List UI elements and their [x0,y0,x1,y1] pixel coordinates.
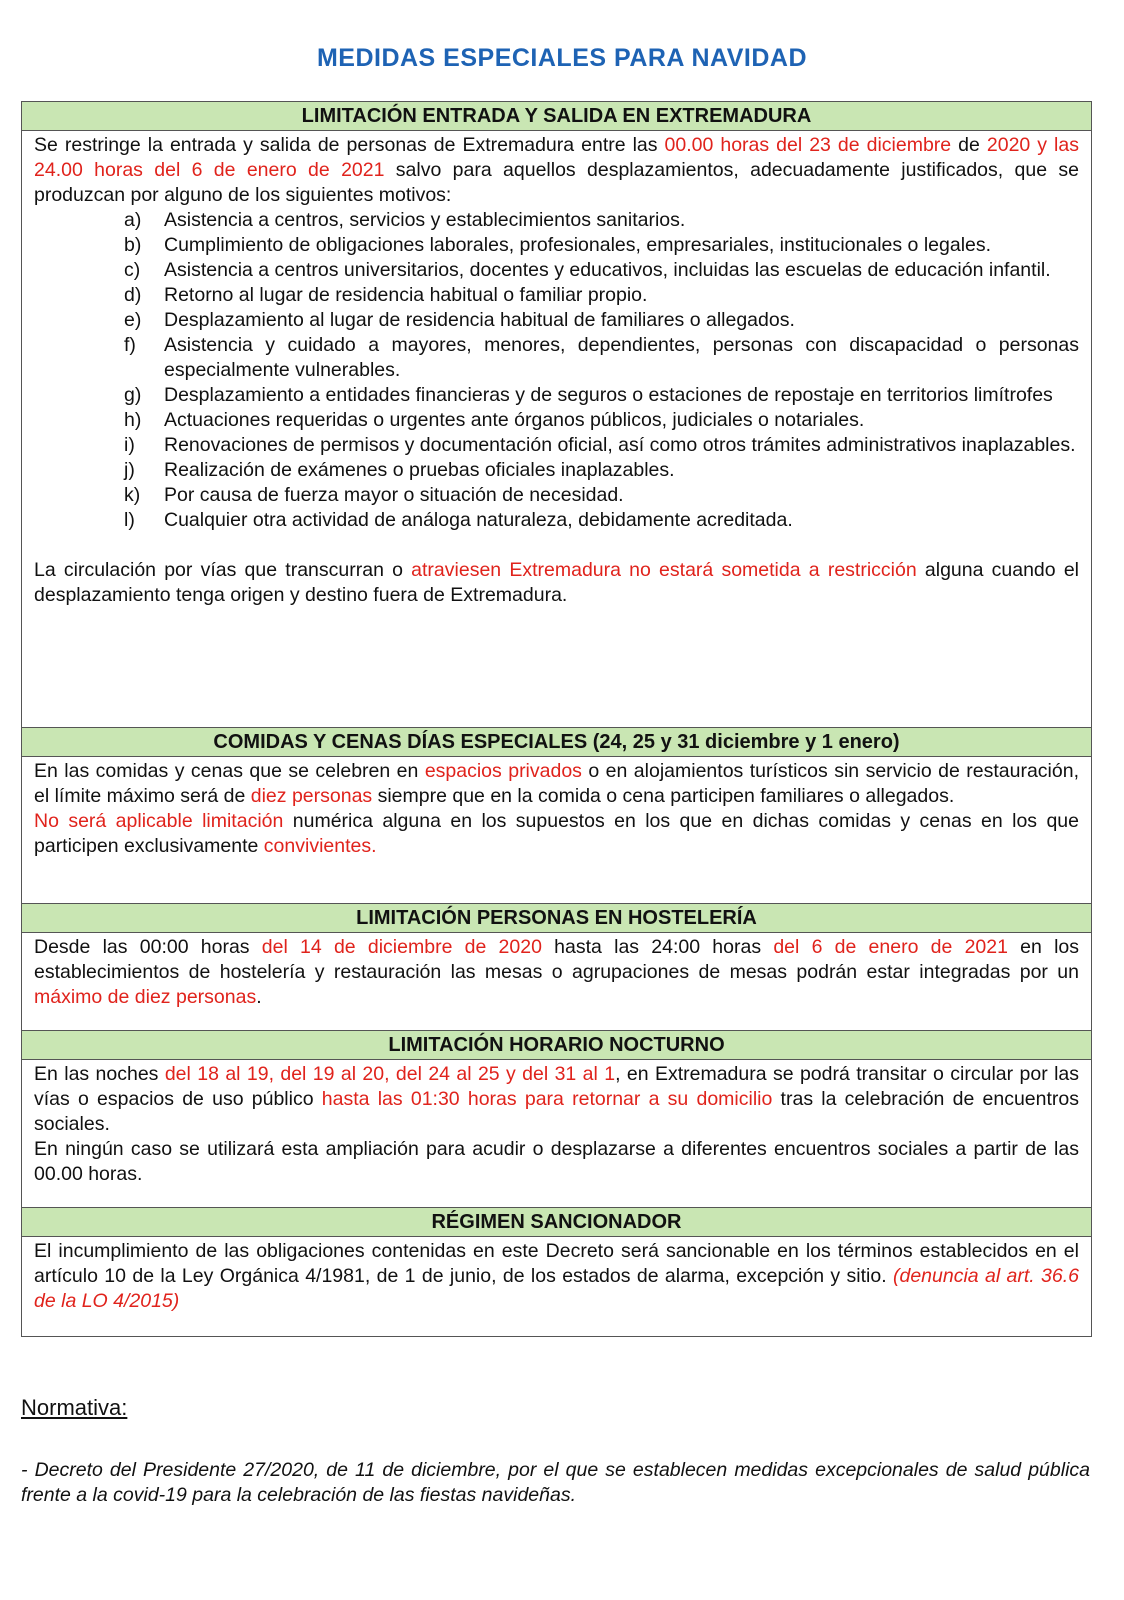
item-text: Realización de exámenes o pruebas oficiales inaplazables. [164,459,675,481]
motives-list [34,208,1079,533]
section-body [22,1237,1091,1314]
text: tras la celebración de encuentros sociales. [34,1088,1080,1135]
highlight-text: del 6 de enero de 2021 [773,936,1008,958]
item-text: Asistencia a centros, servicios y establecimientos sanitarios. [164,209,686,231]
highlight-text: 2020 y las 24.00 horas del 6 de enero de 2021 [34,134,1079,181]
highlight-text: del 18 al 19, del 19 al 20, del 24 al 25 y del 31 al 1 [164,1063,616,1085]
item-letter: h) [124,409,142,431]
item-letter: b) [124,234,142,256]
item-letter: l) [124,509,135,531]
item-text: Asistencia y cuidado a mayores, menores, dependientes, personas con discapacidad o personas especialmente vulnerables. [164,334,1079,381]
section-night-hours [21,1030,1092,1209]
section-header: COMIDAS Y CENAS DÍAS ESPECIALES (24, 25 y 31 diciembre y 1 enero) [22,728,1091,757]
list-item [34,483,1079,508]
list-item [34,308,1079,333]
item-text: Asistencia a centros universitarios, docentes y educativos, incluidas las escuelas de educación infantil. [164,259,1051,281]
paragraph [34,558,1079,608]
paragraph [34,759,1079,809]
text: alguna cuando el desplazamiento tenga origen y destino fuera de Extremadura. [34,559,1079,606]
item-letter: c) [124,259,141,281]
text: En las comidas y cenas que se celebren en [34,760,425,782]
item-letter: f) [124,334,136,356]
text: , en Extremadura se podrá transitar o circular por las vías o espacios de uso público [34,1063,1079,1110]
section-hospitality [21,903,1092,1032]
text: o en alojamientos turísticos sin servicio de restauración, el límite máximo será de [34,760,1079,807]
item-text: Retorno al lugar de residencia habitual o familiar propio. [164,284,648,306]
item-letter: a) [124,209,142,231]
paragraph [34,1239,1079,1314]
list-item [34,283,1079,308]
list-item [34,433,1079,458]
paragraph: En ningún caso se utilizará esta ampliación para acudir o desplazarse a diferentes encuentros sociales a partir de las 00.00 horas. [34,1138,1079,1185]
highlight-text: No será aplicable limitación [34,810,284,832]
page-title: MEDIDAS ESPECIALES PARA NAVIDAD [316,44,808,72]
item-text: Actuaciones requeridas o urgentes ante órganos públicos, judiciales o notariales. [164,409,865,431]
item-letter: d) [124,284,142,306]
text: El incumplimiento de las obligaciones contenidas en este Decreto será sancionable en los términos establecidos en el artículo 10 de la Ley Orgánica 4/1981, de 1 de junio, de los estados de alarma, excepción y sitio. [34,1240,1079,1287]
section-header: RÉGIMEN SANCIONADOR [22,1208,1091,1237]
highlight-text: hasta las 01:30 horas para retornar a su domicilio [321,1088,773,1110]
paragraph [34,133,1079,208]
section-body [22,1060,1091,1187]
highlight-text: atraviesen Extremadura no estará sometida a restricción [411,559,917,581]
normativa-text: - Decreto del Presidente 27/2020, de 11 de diciembre, por el que se establecen medidas excepcionales de salud pública frente a la covid-19 para la celebración de las fiestas navideñas. [21,1459,1090,1506]
text: numérica alguna en los supuestos en los que en dichas comidas y cenas en los que participen exclusivamente [34,810,1079,857]
text: Desde las 00:00 horas [34,936,262,958]
list-item [34,383,1079,408]
item-text: Desplazamiento a entidades financieras y de seguros o estaciones de repostaje en territorios limítrofes [164,384,1053,406]
paragraph [34,809,1079,859]
text: En las noches [34,1063,165,1085]
section-body [22,131,1091,608]
text: salvo para aquellos desplazamientos, adecuadamente justificados, que se produzcan por alguno de los siguientes motivos: [34,159,1079,206]
section-special-meals [21,727,1092,905]
item-text: Por causa de fuerza mayor o situación de necesidad. [164,484,624,506]
item-text: Cumplimiento de obligaciones laborales, profesionales, empresariales, institucionales o legales. [164,234,992,256]
list-item [34,258,1079,283]
item-letter: i) [124,434,135,456]
paragraph [34,1062,1079,1137]
section-entry-exit [21,101,1092,729]
highlight-text: máximo de diez personas [34,986,257,1008]
section-header: LIMITACIÓN HORARIO NOCTURNO [22,1031,1091,1060]
item-letter: k) [124,484,141,506]
text: La circulación por vías que transcurran o [34,559,412,581]
section-header: LIMITACIÓN PERSONAS EN HOSTELERÍA [22,904,1091,933]
section-body [22,933,1091,1010]
item-text: Renovaciones de permisos y documentación oficial, así como otros trámites administrativos inaplazables. [164,434,1076,456]
highlight-text: diez personas [250,785,373,807]
highlight-text: convivientes. [263,835,377,857]
highlight-text: del 14 de diciembre de 2020 [261,936,542,958]
item-letter: j) [124,459,135,481]
text: de [951,134,987,156]
text: Se restringe la entrada y salida de personas de Extremadura entre las [34,134,665,156]
list-item [34,458,1079,483]
highlight-text: espacios privados [424,760,582,782]
highlight-text: 00.00 horas del 23 de diciembre [664,134,952,156]
normativa-heading: Normativa: [21,1395,128,1420]
highlight-text: (denuncia al art. 36.6 de la LO 4/2015) [34,1265,1079,1312]
text: hasta las 24:00 horas [541,936,774,958]
paragraph [34,935,1079,1010]
text: . [256,986,262,1008]
item-text: Cualquier otra actividad de análoga naturaleza, debidamente acreditada. [164,509,793,531]
list-item [34,208,1079,233]
item-letter: g) [124,384,142,406]
list-item [34,408,1079,433]
list-item [34,233,1079,258]
section-sanctions [21,1207,1092,1337]
list-item [34,508,1079,533]
list-item [34,333,1079,383]
item-text: Desplazamiento al lugar de residencia habitual de familiares o allegados. [164,309,795,331]
text: en los establecimientos de hostelería y restauración las mesas o agrupaciones de mesas podrán estar integradas por un [34,936,1080,983]
section-header: LIMITACIÓN ENTRADA Y SALIDA EN EXTREMADURA [22,102,1091,131]
item-letter: e) [124,309,142,331]
text: siempre que en la comida o cena participen familiares o allegados. [372,785,955,807]
section-body [22,757,1091,859]
